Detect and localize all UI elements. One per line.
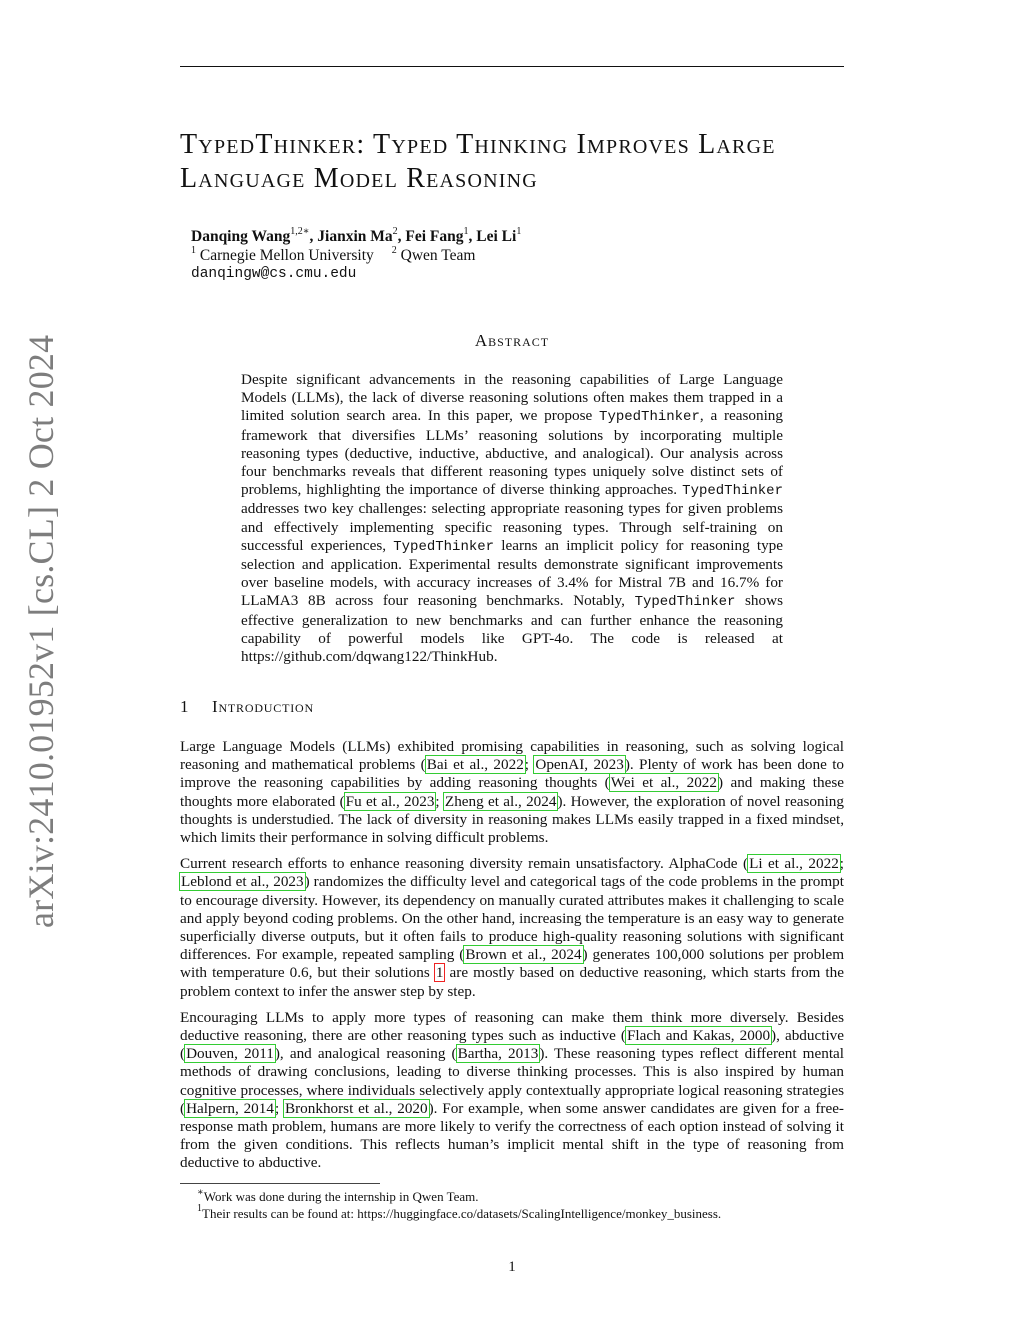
- author-block: [191, 227, 791, 284]
- citation-link[interactable]: Leblond et al., 2023: [181, 873, 304, 891]
- citation-link[interactable]: Flach and Kakas, 2000: [626, 1027, 771, 1045]
- citation-link[interactable]: Brown et al., 2024: [465, 946, 582, 964]
- arxiv-identifier-stamp: arXiv:2410.01952v1 [cs.CL] 2 Oct 2024: [21, 334, 61, 928]
- intro-paragraph-1: Large Language Models (LLMs) exhibited promising capabilities in reasoning, such as solving logical reasoning and mathematical problems (Bai et al., 2022; OpenAI, 2023). Plenty of work has been done to improve the reasoning capabilities by adding reasoning thoughts (Wei et al., 2022) and making these thoughts more elaborated (Fu et al., 2023; Zheng et al., 2024). However, the exploration of novel reasoning thoughts is understudied. The lack of diversity in reasoning makes LLMs easily trapped in a fixed mindset, which limits their performance in solving difficult problems.: [180, 738, 845, 847]
- footnote: $^1$Their results can be found at: https://huggingface.co/datasets/ScalingIntelligence/monkey_business.: [197, 1203, 722, 1221]
- title-line-2: Language Model Reasoning: [180, 163, 538, 194]
- affiliation-cmu: Carnegie Mellon University: [199, 247, 374, 264]
- section-heading-introduction: [180, 697, 680, 717]
- section-title: Introduction: [212, 697, 314, 716]
- citation-link[interactable]: Zheng et al., 2024: [444, 792, 557, 810]
- author: Jianxin Ma$^2$,: [317, 225, 402, 245]
- footnotes: [197, 1186, 857, 1222]
- footnote: ∗Work was done during the internship in Qwen Team.: [197, 1186, 479, 1204]
- citation-link[interactable]: Douven, 2011: [186, 1045, 274, 1063]
- citation-link[interactable]: Halpern, 2014: [186, 1099, 274, 1117]
- intro-paragraph-3: Encouraging LLMs to apply more types of reasoning can make them think more diversely. Besides deductive reasoning, there are other reasoning types such as inductive (Flach and Kakas, 2000), abductive (Douven, 2011), and analogical reasoning (Bartha, 2013). These reasoning types reflect different mental methods of drawing conclusions, leading to diverse thinking processes. This is also inspired by human cognitive processes, where individuals selectively apply contextually appropriate logical reasoning strategies (Halpern, 2014; Bronkhorst et al., 2020). For example, when some answer candidates are given for a free-response math problem, humans are more likely to verify the correctness of each option instead of solving it from the given conditions. This reflects human’s implicit mental shift in the type of reasoning from deductive to abductive.: [180, 1008, 845, 1172]
- title-line-1: TypedThinker: Typed Thinking Improves Large: [180, 129, 776, 160]
- paper-title: [180, 128, 860, 196]
- top-rule: [180, 66, 844, 67]
- system-name: TypedThinker: [682, 483, 783, 500]
- affiliation-qwen: Qwen Team: [400, 247, 476, 264]
- citation-link[interactable]: Li et al., 2022: [749, 855, 839, 873]
- author-list: [191, 227, 791, 246]
- page-number: 1: [508, 1259, 516, 1275]
- citation-link[interactable]: Fu et al., 2023: [345, 792, 435, 810]
- system-name: TypedThinker: [634, 594, 736, 611]
- footnote-rule: [180, 1183, 380, 1184]
- abstract-heading: Abstract: [474, 331, 550, 350]
- affiliations: $^1$ Carnegie Mellon University $^2$ Qwen Team: [191, 244, 476, 264]
- system-name: TypedThinker: [393, 538, 495, 555]
- citation-link[interactable]: Bai et al., 2022: [426, 756, 524, 774]
- citation-link[interactable]: Wei et al., 2022: [610, 774, 717, 792]
- author: Fei Fang$^1$,: [405, 225, 473, 245]
- system-name: TypedThinker: [599, 409, 700, 426]
- citation-link[interactable]: Bronkhorst et al., 2020: [284, 1099, 428, 1117]
- author: Lei Li$^1$: [476, 225, 522, 245]
- footnote-ref-link[interactable]: 1: [435, 964, 444, 982]
- abstract-body: Despite significant advancements in the reasoning capabilities of Large Language Models (LLMs), the lack of diverse reasoning solutions often makes them trapped in a limited solution search area. In this paper, we propose TypedThinker, a reasoning framework that diversifies LLMs’ reasoning solutions by incorporating multiple reasoning types (deductive, inductive, abductive, and analogical). Our analysis across four benchmarks reveals that different reasoning types uniquely solve distinct sets of problems, highlighting the importance of diverse thinking approaches. TypedThinker addresses two key challenges: selecting appropriate reasoning types for given problems and effectively implementing specific reasoning types. Through self-training on successful experiences, TypedThinker learns an implicit policy for reasoning type selection and application. Experimental results demonstrate significant improvements over baseline models, with accuracy increases of 3.4% for Mistral 7B and 16.7% for LLaMA3 8B across four reasoning benchmarks. Notably, TypedThinker shows effective generalization to new benchmarks and can further enhance the reasoning capability of powerful models like GPT-4o. The code is released at https://github.com/dqwang122/ThinkHub.: [241, 371, 783, 666]
- citation-link[interactable]: OpenAI, 2023: [535, 756, 624, 774]
- section-number: 1: [180, 697, 190, 716]
- introduction-body: [180, 738, 844, 1181]
- intro-paragraph-2: Current research efforts to enhance reasoning diversity remain unsatisfactory. AlphaCode (Li et al., 2022; Leblond et al., 2023) randomizes the difficulty level and categorical tags of the code problems in the prompt to encourage diversity. However, its dependency on manually curated attributes makes it challenging to scale and apply beyond coding problems. On the other hand, increasing the temperature is an easy way to generate superficially diverse outputs, but it often fails to produce high-quality reasoning solutions with significant differences. For example, repeated sampling (Brown et al., 2024) generates 100,000 solutions per problem with temperature 0.6, but their solutions 1 are mostly based on deductive reasoning, which starts from the problem context to infer the answer step by step.: [180, 855, 845, 1000]
- author: Danqing Wang$^{1,2∗}$,: [191, 225, 314, 245]
- author-email[interactable]: danqingw@cs.cmu.edu: [191, 266, 357, 282]
- citation-link[interactable]: Bartha, 2013: [457, 1045, 539, 1063]
